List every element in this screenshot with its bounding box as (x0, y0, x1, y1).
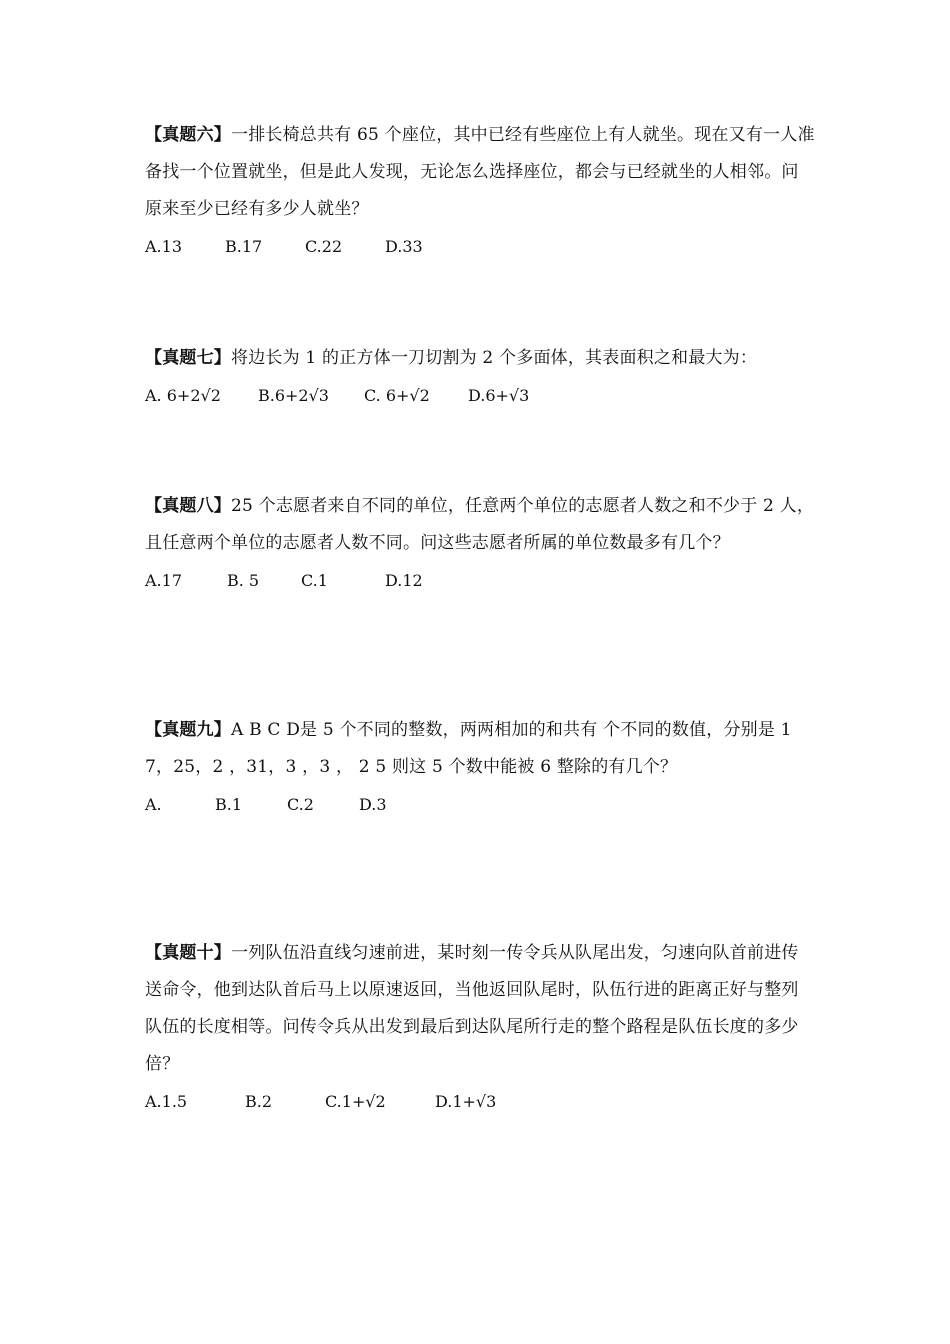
question-body: 一排长椅总共有 65 个座位，其中已经有些座位上有人就坐。现在又有一人准备找一个位置就坐，但是此人发现，无论怎么选择座位，都会与已经就坐的人相邻。问原来至少已经有多少人就坐？ (145, 125, 815, 219)
question-text (145, 117, 815, 228)
option-c: C.1+√2 (325, 1092, 386, 1111)
option-c: C.22 (305, 237, 343, 256)
option-c: C.2 (287, 795, 314, 814)
option-a: A. (145, 795, 162, 814)
option-b: B.2 (245, 1092, 273, 1111)
question-heading: 【真题九】 (145, 720, 231, 740)
question-6 (145, 117, 815, 265)
option-a: A.17 (145, 571, 182, 590)
answer-options (145, 786, 815, 823)
option-d: D.3 (359, 795, 387, 814)
question-body: 将边长为 1 的正方体一刀切割为 2 个多面体，其表面积之和最大为： (231, 348, 758, 368)
question-text (145, 935, 815, 1083)
question-heading: 【真题六】 (145, 125, 231, 145)
question-heading: 【真题十】 (145, 943, 231, 963)
option-a: A.13 (145, 237, 182, 256)
option-b: B. 5 (227, 571, 260, 590)
question-body: 一列队伍沿直线匀速前进，某时刻一传令兵从队尾出发，匀速向队首前进传送命令，他到达队首后马上以原速返回，当他返回队尾时，队伍行进的距离正好与整列队伍的长度相等。问传令兵从出发到最后到达队尾所行走的整个路程是队伍长度的多少倍？ (145, 943, 799, 1074)
option-d: D.1+√3 (435, 1092, 497, 1111)
question-text (145, 340, 815, 377)
option-b: B.1 (215, 795, 243, 814)
option-d: D.12 (385, 571, 423, 590)
answer-options (145, 1083, 815, 1120)
question-text (145, 712, 815, 786)
option-b: B.17 (225, 237, 263, 256)
option-c: C. 6+√2 (364, 386, 430, 405)
question-body: 25 个志愿者来自不同的单位，任意两个单位的志愿者人数之和不少于 2 人，且任意两个单位的志愿者人数不同。问这些志愿者所属的单位数最多有几个？ (145, 496, 815, 553)
question-8 (145, 488, 815, 599)
question-body: A B C D是 5 个不同的整数，两两相加的和共有 个不同的数值，分别是 17，25，2 ，31，3 ，3 ， 2 5 则这 5 个数中能被 6 整除的有几个？ (145, 720, 792, 777)
option-c: C.1 (301, 571, 328, 590)
question-heading: 【真题七】 (145, 348, 231, 368)
answer-options (145, 228, 815, 265)
question-7 (145, 340, 815, 414)
option-d: D.6+√3 (468, 386, 530, 405)
question-text (145, 488, 815, 562)
answer-options (145, 377, 815, 414)
question-9 (145, 712, 815, 823)
question-heading: 【真题八】 (145, 496, 231, 516)
question-10 (145, 935, 815, 1120)
option-a: A.1.5 (145, 1092, 188, 1111)
option-d: D.33 (385, 237, 423, 256)
answer-options (145, 562, 815, 599)
option-b: B.6+2√3 (258, 386, 329, 405)
option-a: A. 6+2√2 (145, 386, 221, 405)
